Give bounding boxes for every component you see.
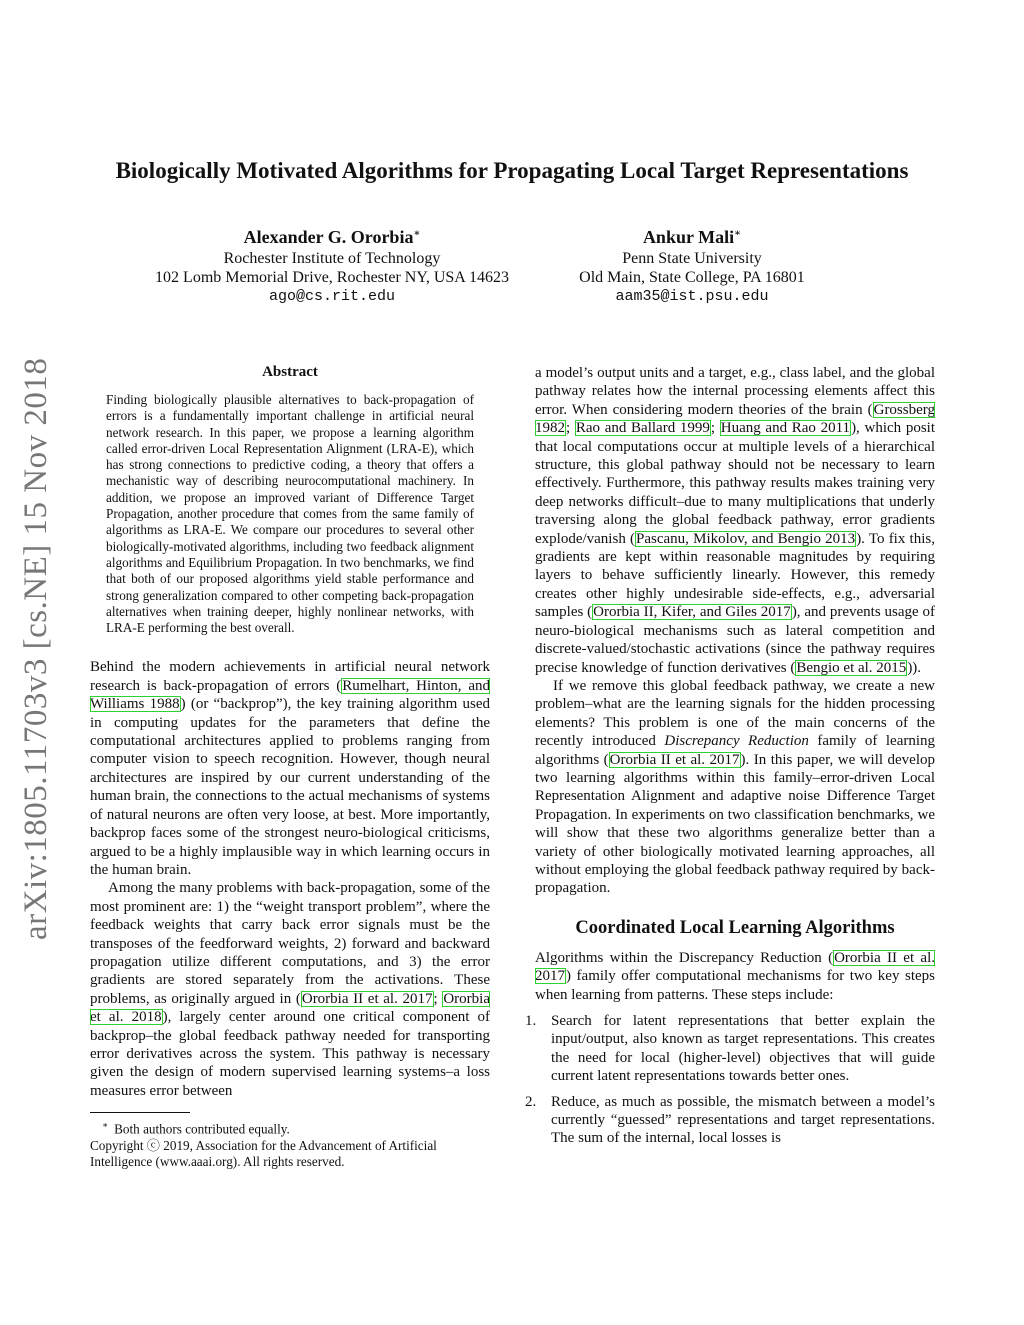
abstract-heading: Abstract xyxy=(262,364,318,380)
right-column xyxy=(525,364,936,1155)
author-affiliation: Penn State University xyxy=(622,250,762,267)
author-name: Ankur Mali∗ xyxy=(642,227,742,247)
arxiv-identifier[interactable]: arXiv:1805.11703v3 [cs.NE] 15 Nov 2018 xyxy=(18,357,54,940)
section-paragraph: Algorithms within the Discrepancy Reduction (Ororbia II et al. 2017) family offer computational mechanisms for two key steps when learning from patterns. These steps include: xyxy=(535,949,935,1003)
abstract-text: Finding biologically plausible alternatives to back-propagation of errors is a fundamentally important challenge in artificial neural network research. In this paper, we propose a learning algorithm called error-driven Local Representation Alignment (LRA-E), which has strong connections to predictive coding, a theory that offers a mechanistic way of describing neurocomputational machinery. In addition, we propose an improved variant of Difference Target Propagation, another procedure that comes from the same family of algorithms as LRA-E. We compare our procedures to several other biologically-motivated algorithms, including two feedback alignment algorithms and Equilibrium Propagation. In two benchmarks, we find that both of our proposed algorithms yield stable performance and strong generalization compared to other competing back-propagation alternatives when training deeper, highly nonlinear networks, with LRA-E performing the best overall. xyxy=(106,392,474,636)
paper-title: Biologically Motivated Algorithms for Propagating Local Target Representations xyxy=(115,158,909,183)
citation-link[interactable]: Ororbia II et al. 2017 xyxy=(535,949,935,985)
citation-link[interactable]: Ororbia et al. 2018 xyxy=(90,990,490,1026)
citation-link[interactable]: Ororbia II et al. 2017 xyxy=(609,751,740,768)
citation-link[interactable]: Huang and Rao 2011 xyxy=(720,420,851,437)
author-address: Old Main, State College, PA 16801 xyxy=(579,269,805,286)
citation-link[interactable]: Ororbia II, Kifer, and Giles 2017 xyxy=(593,604,791,621)
citation-link[interactable]: Rumelhart, Hinton, and Williams 1988 xyxy=(90,677,490,713)
author-affiliation: Rochester Institute of Technology xyxy=(223,250,441,267)
citation-link[interactable]: Ororbia II et al. 2017 xyxy=(301,990,433,1007)
list-item: 1. Search for latent representations that better explain the input/output, also known as target representations. This creates the need for local (higher-level) objectives that will guide current latent representations towards better ones. xyxy=(525,1013,935,1085)
intro-paragraph-1: Behind the modern achievements in artificial neural network research is back-propagation of errors (Rumelhart, Hinton, and Williams 1988) (or “backprop”), the key training algorithm used in computing updates for the parameters that define the computational architectures applied to problems ranging from computer vision to speech recognition. However, though neural architectures are inspired by our current understanding of the human brain, the connections to the actual mechanisms of systems of natural neurons are often very loose, at best. More importantly, backprop faces some of the strongest neuro-biological criticisms, argued to be a highly implausible way in which learning occurs in the human brain. xyxy=(90,659,491,878)
citation-link[interactable]: Bengio et al. 2015 xyxy=(796,659,907,676)
author-address: 102 Lomb Memorial Drive, Rochester NY, USA 14623 xyxy=(155,269,509,286)
section-heading: Coordinated Local Learning Algorithms xyxy=(575,917,895,938)
intro-paragraph-2: Among the many problems with back-propagation, some of the most prominent are: 1) the “weight transport problem”, where the feedback weights that carry back error signals must be the transposes of the feedforward weights, 2) forward and backward propagation utilize different computations, and 3) the error gradients are stored separately from the activations. These problems, as originally argued in (Ororbia II et al. 2017; Ororbia et al. 2018), largely center around one critical component of backprop–the global feedback pathway needed for transporting error derivatives across the system. This pathway is necessary given the design of modern supervised learning systems–a loss measures error between xyxy=(90,880,490,1099)
author-block-2 xyxy=(552,222,832,306)
footnote-equal-contribution: ∗ Both authors contributed equally. xyxy=(102,1120,290,1137)
author-email[interactable]: ago@cs.rit.edu xyxy=(268,288,396,305)
list-item: 2. Reduce, as much as possible, the mismatch between a model’s currently “guessed” representations and target representations. The sum of the internal, local losses is xyxy=(525,1093,935,1147)
steps-list xyxy=(525,1012,935,1148)
left-column xyxy=(90,364,490,1170)
citation-link[interactable]: Grossberg 1982 xyxy=(535,401,935,437)
copyright-notice: Copyright ⓒ 2019, Association for the Advancement of Artificial Intelligence (www.aaai.org). All rights reserved. xyxy=(90,1137,437,1169)
footnote-divider xyxy=(90,1112,190,1113)
citation-link[interactable]: Pascanu, Mikolov, and Bengio 2013 xyxy=(636,530,856,547)
author-block-1 xyxy=(132,222,532,306)
author-name: Alexander G. Ororbia∗ xyxy=(243,227,421,247)
author-email[interactable]: aam35@ist.psu.edu xyxy=(615,288,769,305)
intro-paragraph-4: If we remove this global feedback pathway, we create a new problem–what are the learning signals for the hidden processing elements? This problem is one of the main concerns of the recently introduced Discrepancy Reduction family of learning algorithms (Ororbia II et al. 2017). In this paper, we will develop two learning algorithms within this family–error-driven Local Representation Alignment and adaptive noise Difference Target Propagation. In experiments on two classification benchmarks, we will show that these two algorithms generalize better than a variety of other biologically motivated learning approaches, all without employing the global feedback pathway required by back-propagation. xyxy=(535,677,936,897)
citation-link[interactable]: Rao and Ballard 1999 xyxy=(575,420,710,437)
intro-paragraph-3: a model’s output units and a target, e.g., class label, and the global pathway relates how the internal processing elements affect this error. When considering modern theories of the brain (Grossberg 1982; Rao and Ballard 1999; Huang and Rao 2011), which posit that local computations occur at multiple levels of a hierarchical structure, this global pathway should not be necessary to learn effectively. Furthermore, this pathway results makes training very deep networks difficult–due to many multiplications that underly traversing along the global feedback pathway, error gradients explode/vanish (Pascanu, Mikolov, and Bengio 2013). To fix this, gradients are kept within reasonable magnitudes by requiring layers to behave sufficiently linearly. However, this remedy creates other highly undesirable side-effects, e.g., adversarial samples (Ororbia II, Kifer, and Giles 2017), and prevents usage of neuro-biological mechanisms such as lateral competition and discrete-valued/stochastic activations (since the pathway requires precise knowledge of function derivatives (Bengio et al. 2015)). xyxy=(535,365,936,676)
